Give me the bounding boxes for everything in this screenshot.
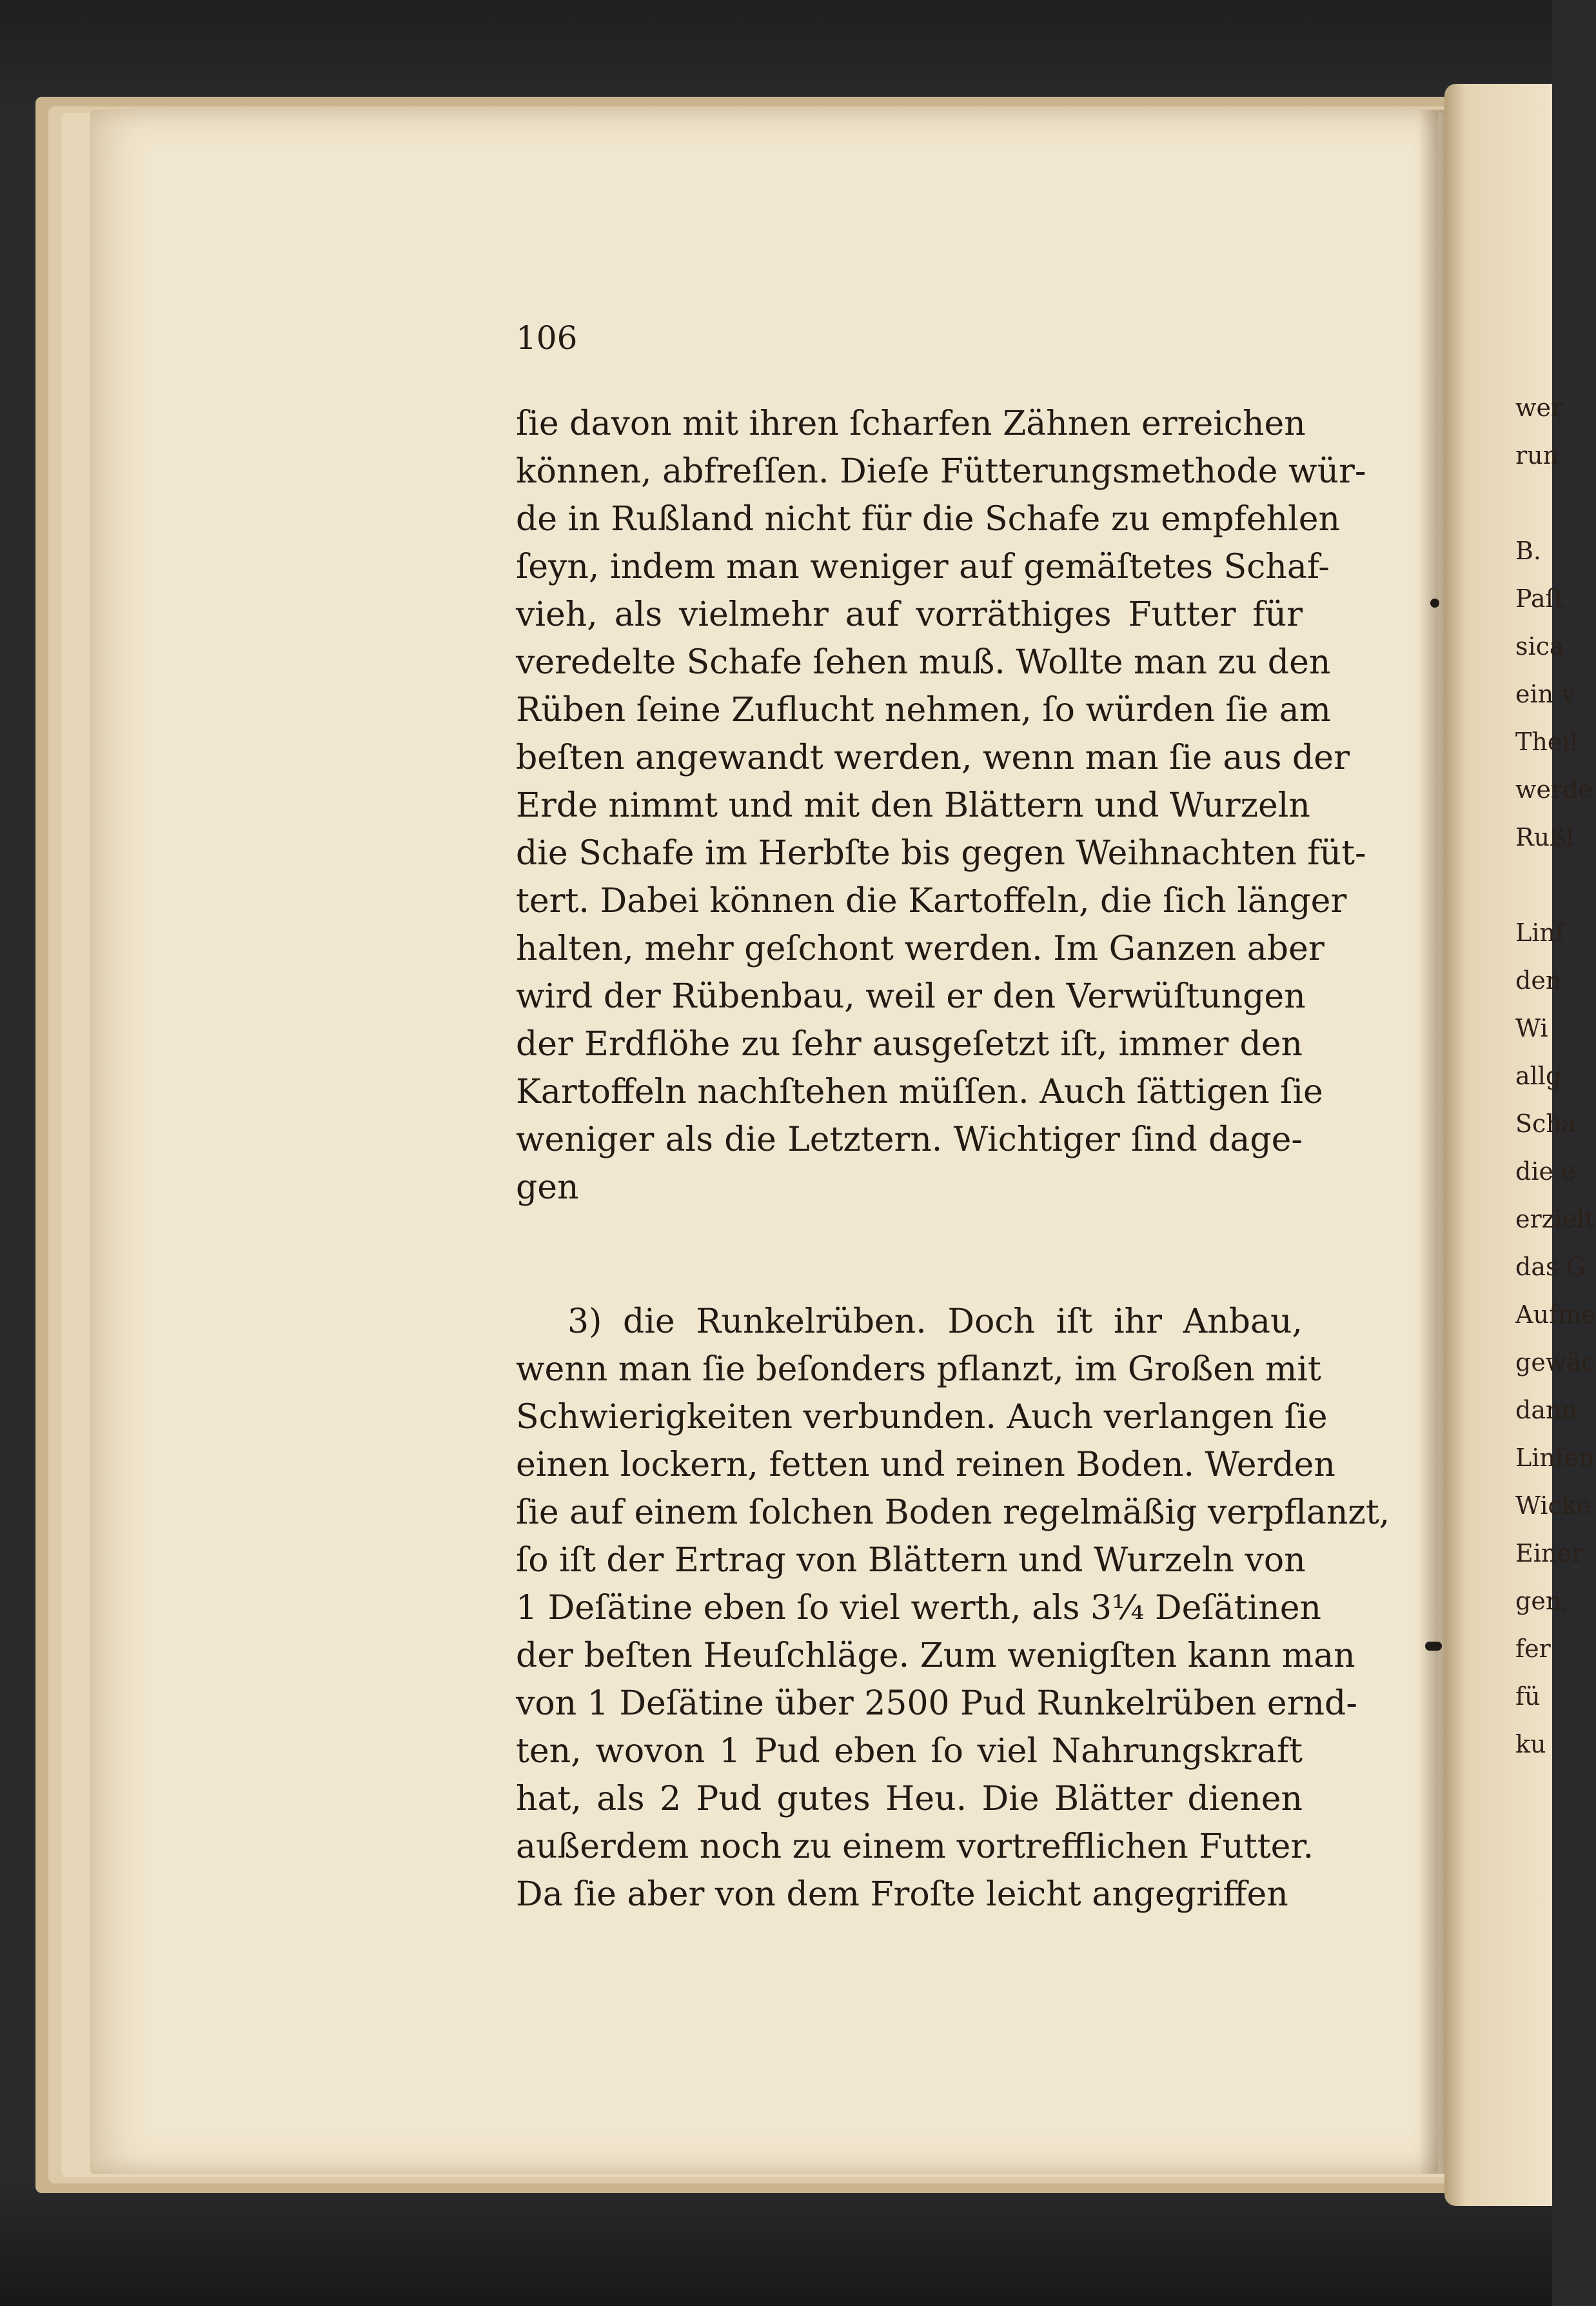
text-line: gen xyxy=(516,1168,579,1207)
facing-page-fragment: erzielt xyxy=(1515,1205,1595,1233)
facing-page-fragment: Linſen xyxy=(1515,1444,1595,1472)
facing-page-fragment: B. xyxy=(1515,537,1542,565)
text-line: ſie davon mit ihren ſcharfen Zähnen erreichen xyxy=(516,404,1306,443)
binding-hole xyxy=(1430,599,1439,608)
text-line: ſo iſt der Ertrag von Blättern und Wurzeln von xyxy=(516,1541,1306,1580)
text-line: Erde nimmt und mit den Blättern und Wurzeln xyxy=(516,786,1310,825)
facing-page-fragment: den xyxy=(1515,966,1562,995)
paragraph-1 xyxy=(516,400,1366,1211)
text-line: weniger als die Letztern. Wichtiger ſind dage- xyxy=(516,1120,1303,1159)
text-line: außerdem noch zu einem vortrefflichen Futter. xyxy=(516,1827,1314,1866)
facing-page-fragment: Wi xyxy=(1515,1014,1548,1042)
text-line: von 1 Deſätine über 2500 Pud Runkelrüben ernd- xyxy=(516,1684,1357,1723)
facing-page-fragment xyxy=(1515,861,1561,909)
text-line: wenn man ſie beſonders pflanzt, im Großen mit xyxy=(516,1350,1321,1389)
text-line: vieh, als vielmehr auf vorräthiges Futter für xyxy=(516,595,1303,634)
text-line: veredelte Schafe ſehen muß. Wollte man zu den xyxy=(516,643,1331,682)
text-line: ten, wovon 1 Pud eben ſo viel Nahrungskraft xyxy=(516,1732,1303,1771)
text-line: einen lockern, fetten und reinen Boden. Werden xyxy=(516,1446,1335,1484)
paragraph-gap xyxy=(516,1211,1303,1298)
text-line: Schwierigkeiten verbunden. Auch verlangen ſie xyxy=(516,1398,1328,1436)
page-number: 106 xyxy=(516,319,578,357)
facing-page-fragment: Einer xyxy=(1515,1539,1584,1567)
facing-page-fragment: fü xyxy=(1515,1682,1541,1711)
text-line: de in Rußland nicht für die Schafe zu empfehlen xyxy=(516,500,1341,539)
facing-page-text xyxy=(1515,384,1596,1768)
text-line: können, abfreſſen. Dieſe Fütterungsmethode wür- xyxy=(516,452,1366,491)
text-line: 1 Deſätine eben ſo viel werth, als 3¼ Deſätinen xyxy=(516,1589,1321,1627)
facing-page-fragment: gen, xyxy=(1515,1587,1570,1615)
facing-page-fragment: die e xyxy=(1515,1157,1576,1186)
text-line: wird der Rübenbau, weil er den Verwüſtungen xyxy=(516,977,1306,1016)
facing-page-fragment: sica xyxy=(1515,632,1564,661)
text-line: tert. Dabei können die Kartoffeln, die ſich länger xyxy=(516,882,1347,920)
facing-page-fragment: gewäc xyxy=(1515,1348,1595,1377)
facing-page-fragment: dann xyxy=(1515,1396,1577,1424)
facing-page-fragment: ku xyxy=(1515,1730,1546,1758)
facing-page-fragment: werde xyxy=(1515,775,1593,804)
text-line: die Schafe im Herbſte bis gegen Weihnachten füt- xyxy=(516,834,1366,873)
facing-page-fragment: run xyxy=(1515,441,1559,470)
facing-page-fragment: Theil xyxy=(1515,728,1578,756)
body-text xyxy=(516,400,1390,1918)
facing-page-fragment: allg xyxy=(1515,1062,1562,1090)
facing-page-fragment: Paſt xyxy=(1515,584,1564,613)
text-line: hat, als 2 Pud gutes Heu. Die Blätter dienen xyxy=(516,1780,1303,1818)
text-line: Da ſie aber von dem Froſte leicht angegriffen xyxy=(516,1875,1288,1914)
facing-page-fragment: das G xyxy=(1515,1253,1586,1281)
paragraph-2 xyxy=(516,1298,1390,1918)
text-line: Rüben ſeine Zuflucht nehmen, ſo würden ſie am xyxy=(516,691,1331,730)
binding-hole xyxy=(1425,1642,1442,1651)
facing-page-fragment: Scha xyxy=(1515,1109,1577,1138)
text-line: ſeyn, indem man weniger auf gemäſtetes Schaf- xyxy=(516,548,1330,586)
text-line: der Erdflöhe zu ſehr ausgeſetzt iſt, immer den xyxy=(516,1025,1303,1064)
backdrop-bottom xyxy=(0,2174,1552,2306)
facing-page-fragment xyxy=(1515,479,1561,527)
facing-page-fragment: Aufme xyxy=(1515,1300,1596,1329)
facing-page-fragment: ein v xyxy=(1515,680,1575,708)
facing-page-fragment: Linſ xyxy=(1515,919,1564,947)
text-line: beſten angewandt werden, wenn man ſie aus der xyxy=(516,739,1350,777)
facing-page-fragment: Rußl xyxy=(1515,823,1574,851)
text-line: halten, mehr geſchont werden. Im Ganzen aber xyxy=(516,929,1325,968)
facing-page-fragment: fer xyxy=(1515,1635,1551,1663)
facing-page-fragment: wer xyxy=(1515,393,1563,422)
text-line: 3) die Runkelrüben. Doch iſt ihr Anbau, xyxy=(567,1302,1303,1341)
text-line: ſie auf einem ſolchen Boden regelmäßig verpflanzt, xyxy=(516,1493,1390,1532)
text-line: Kartoffeln nachſtehen müſſen. Auch ſättigen ſie xyxy=(516,1073,1323,1111)
facing-page-fragment: Wicke xyxy=(1515,1491,1591,1520)
text-line: der beſten Heuſchläge. Zum wenigſten kann man xyxy=(516,1636,1355,1675)
